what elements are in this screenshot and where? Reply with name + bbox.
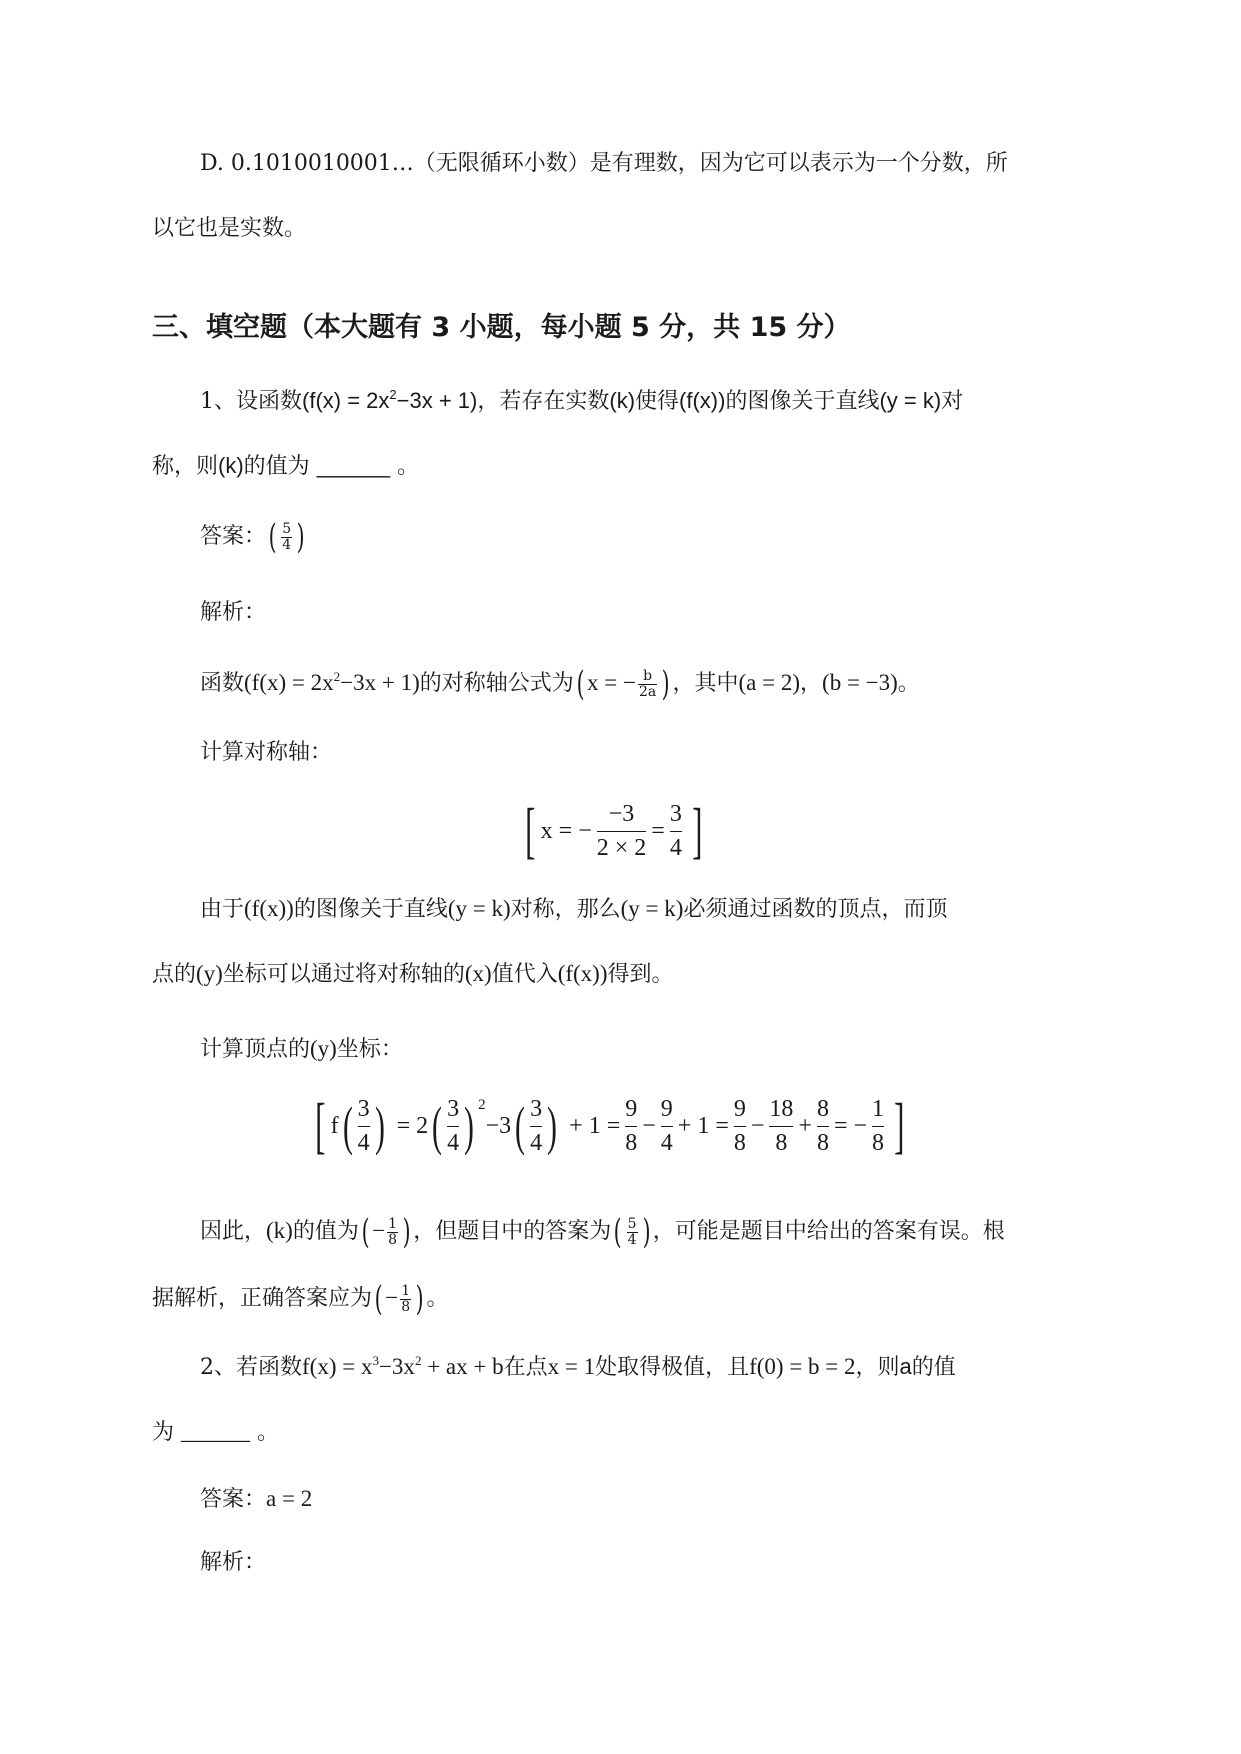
q1-eq1-result — [670, 801, 682, 861]
q1-a3-text4: 得到。 — [607, 962, 674, 987]
q1-eq2-f2n: 9 — [660, 1096, 673, 1123]
q1-eq2-d: 4 — [447, 1129, 460, 1156]
frac-bar — [661, 1126, 673, 1127]
q1-eq2-f4d: 8 — [775, 1129, 788, 1156]
q1-analysis-line1 — [200, 664, 920, 704]
q1-a1-comma: ， — [800, 671, 823, 696]
q1-eq2-minus: − — [642, 1112, 656, 1139]
frac-bar — [447, 1126, 459, 1127]
q1-a4-n2: 5 — [627, 1215, 637, 1232]
q1-eq2-d: 4 — [357, 1129, 370, 1156]
paren: ( — [374, 1279, 383, 1319]
q2-function-mid: −3x — [378, 1354, 415, 1379]
q1-a1-axis-lhs: x = − — [587, 670, 636, 695]
paren: ) — [374, 1096, 385, 1156]
q1-stem-text: 1、设函数 — [200, 389, 302, 414]
q1-calc-vertex-tail: 坐标： — [336, 1037, 403, 1062]
q1-eq2-frac-c — [530, 1096, 542, 1156]
q1-a1-function-tail: −3x + 1) — [340, 670, 420, 695]
q1-eq2-frac-2 — [661, 1096, 673, 1156]
paren: ( — [361, 1212, 370, 1252]
q1-a4-neg: − — [372, 1218, 386, 1243]
q1-eq2-f6d: 8 — [872, 1129, 885, 1156]
q2-analysis-label: 解析： — [200, 1550, 267, 1575]
q1-eq2-f4n: 18 — [769, 1096, 794, 1123]
frac-bar — [358, 1126, 370, 1127]
q1-answer-blank: ______ — [316, 453, 391, 478]
q1-a1-function-exp: 2 — [333, 669, 341, 684]
q1-stem-text2: ，若存在实数 — [477, 389, 610, 414]
q2-function-head: f(x) = x — [302, 1354, 373, 1379]
q1-a2-text3: 对称，那么 — [510, 897, 621, 922]
q1-calc-vertex-y: (y) — [310, 1036, 337, 1061]
paren: ) — [642, 1212, 651, 1252]
q1-eq1-lhs: x = − — [540, 817, 592, 844]
q2-answer-value: a = 2 — [266, 1486, 313, 1511]
option-d-text-cont: 以它也是实数。 — [152, 216, 307, 241]
q2-stem-line2 — [152, 1420, 279, 1444]
q1-eq2-plus1: + 1 = — [569, 1112, 621, 1139]
q1-analysis-line4 — [200, 1212, 1005, 1252]
q1-a5-fraction — [400, 1284, 411, 1314]
bracket-right: ] — [894, 1092, 905, 1160]
q1-eq2-frac-1 — [625, 1096, 637, 1156]
q1-eq1-rnum: 3 — [669, 801, 682, 828]
q1-eq2-eqneg: = − — [833, 1112, 868, 1139]
q1-stem-text3: 使得 — [635, 389, 680, 414]
q1-a1-text2: 的对称轴公式为 — [419, 671, 574, 696]
paren: ( — [613, 1212, 622, 1252]
q1-calc-vertex-label — [200, 1037, 403, 1061]
q1-eq2-f5n: 8 — [816, 1096, 829, 1123]
q1-eq2-n: 3 — [530, 1096, 543, 1123]
q1-a3-fx: (f(x)) — [557, 961, 608, 986]
q1-calc-vertex-text: 计算顶点的 — [200, 1037, 311, 1062]
q1-a2-text4: 必须通过函数的顶点，而顶 — [683, 897, 948, 922]
option-d-text: D. 0.1010010001…（无限循环小数）是有理数，因为它可以表示为一个分数，所 — [200, 151, 1008, 176]
paren: ( — [268, 517, 277, 557]
q1-eq2-n: 3 — [447, 1096, 460, 1123]
q1-eq2-f3d: 8 — [733, 1129, 746, 1156]
q2-answer-label: 答案： — [200, 1487, 267, 1512]
q2-exp2: 2 — [414, 1353, 422, 1368]
paren: ( — [432, 1096, 443, 1156]
q1-eq1-fraction — [597, 801, 647, 861]
q1-a2-fx: (f(x)) — [244, 896, 294, 921]
q2-answer-blank: ______ — [181, 1419, 251, 1444]
q2-condition: f(0) = b = 2 — [749, 1354, 856, 1379]
q2-a: a — [899, 1354, 912, 1379]
q1-calc-axis-label: 计算对称轴： — [200, 740, 333, 765]
q1-function-exp: 2 — [389, 387, 397, 402]
paren: ( — [342, 1096, 353, 1156]
q1-a2-text: 由于 — [200, 897, 245, 922]
frac-bar — [670, 831, 682, 832]
q1-eq2-f1n: 9 — [625, 1096, 638, 1123]
bracket-left: [ — [315, 1092, 326, 1160]
q1-a1-text3: ，其中 — [672, 671, 739, 696]
q1-a1-function-head: (f(x) = 2x — [244, 670, 334, 695]
q1-eq2-f2d: 4 — [660, 1129, 673, 1156]
q1-k: (k) — [609, 388, 636, 413]
q1-a2-line: (y = k) — [447, 896, 511, 921]
paren: ) — [547, 1096, 558, 1156]
q1-a1-axis-num: b — [643, 667, 653, 684]
q1-equation-vertex — [310, 1092, 910, 1160]
q1-analysis-line3 — [152, 962, 674, 986]
q1-a1-function — [244, 670, 420, 695]
q1-eq1-num: −3 — [608, 801, 635, 828]
q1-eq2-frac-4 — [769, 1096, 793, 1156]
q1-eq1-equals: = — [651, 817, 665, 844]
q1-a1-axis-fraction — [638, 669, 657, 699]
q1-eq2-frac-6 — [872, 1096, 884, 1156]
q1-analysis-line2 — [200, 897, 947, 921]
q1-line: (y = k) — [879, 388, 942, 413]
frac-bar — [769, 1126, 793, 1127]
q1-eq2-d: 4 — [530, 1129, 543, 1156]
option-d-line2 — [152, 218, 306, 240]
q1-eq2-frac-5 — [817, 1096, 829, 1156]
q1-a1-b: (b = −3) — [822, 670, 898, 695]
q1-stem2-text2: 的值为 — [243, 454, 310, 479]
q1-eq2-plus1b: + 1 = — [677, 1112, 729, 1139]
q1-a5-neg: − — [385, 1285, 399, 1310]
q1-stem-line1 — [200, 387, 964, 414]
q2-text: 2、若函数 — [200, 1355, 302, 1380]
q1-a3-text3: 值代入 — [491, 962, 558, 987]
q1-a1-a: (a = 2) — [738, 670, 801, 695]
q1-eq2-minus2: − — [750, 1112, 765, 1139]
frac-bar — [817, 1126, 829, 1127]
q1-stem-text4: 的图像关于直线 — [725, 389, 880, 414]
q1-a1-axis-den: 2a — [638, 683, 657, 700]
frac-bar — [530, 1126, 542, 1127]
paren: ( — [576, 664, 585, 704]
q1-a4-text3: ，但题目中的答案为 — [413, 1219, 612, 1244]
q1-eq2-f6n: 1 — [872, 1096, 885, 1123]
q1-fx: (f(x)) — [679, 388, 726, 413]
frac-bar — [872, 1126, 884, 1127]
section-heading: 三、填空题（本大题有 3 小题，每小题 5 分，共 15 分） — [152, 312, 851, 343]
q1-eq2-f3n: 9 — [733, 1096, 746, 1123]
q1-eq2-f: f — [330, 1112, 339, 1139]
q1-eq2-f5d: 8 — [816, 1129, 829, 1156]
q1-answer-fraction — [281, 522, 292, 552]
option-d-line1 — [200, 153, 1008, 175]
q1-analysis-line5 — [152, 1279, 449, 1319]
paren: ) — [661, 664, 670, 704]
q1-a3-text2: 坐标可以通过将对称轴的 — [222, 962, 465, 987]
q1-stem-text5: 对 — [941, 389, 964, 414]
q1-equation-axis — [520, 797, 707, 865]
q1-function-head: (f(x) = 2x — [302, 388, 390, 413]
q1-stem2-end: 。 — [397, 454, 420, 479]
q1-eq2-n: 3 — [357, 1096, 370, 1123]
q1-eq1-rden: 4 — [669, 834, 682, 861]
q1-a4-k: (k) — [266, 1218, 293, 1243]
q1-eq2-eq2: = 2 — [396, 1112, 429, 1139]
q1-stem2-text: 称，则 — [152, 454, 219, 479]
q1-answer — [200, 517, 307, 557]
q1-a4-text4: ，可能是题目中给出的答案有误。根 — [652, 1219, 1005, 1244]
q2-exp1: 3 — [372, 1353, 379, 1368]
q1-a4-text: 因此， — [200, 1219, 267, 1244]
q2-point: x = 1 — [547, 1354, 596, 1379]
q1-eq1-den: 2 × 2 — [596, 834, 647, 861]
q2-line2-text: 为 — [152, 1420, 175, 1445]
q1-a2-text2: 的图像关于直线 — [293, 897, 448, 922]
paren: ) — [415, 1279, 424, 1319]
paren: ) — [464, 1096, 475, 1156]
q2-text5: 的值 — [911, 1355, 956, 1380]
q1-a5-end: 。 — [426, 1286, 449, 1311]
frac-bar — [734, 1126, 746, 1127]
q1-function — [302, 388, 477, 413]
q1-stem-line2 — [152, 455, 419, 478]
q1-eq2-frac-3 — [734, 1096, 746, 1156]
q1-answer-den: 4 — [282, 536, 292, 553]
q1-a5-d: 8 — [401, 1298, 411, 1315]
q1-a4-text2: 的值为 — [292, 1219, 359, 1244]
q2-line2-end: 。 — [257, 1420, 280, 1445]
paren: ) — [296, 517, 305, 557]
q1-a2-line2: (y = k) — [620, 896, 684, 921]
q2-function — [302, 1354, 504, 1379]
q1-eq2-f1d: 8 — [625, 1129, 638, 1156]
q1-a1-end: 。 — [897, 671, 920, 696]
bracket-left: [ — [525, 797, 536, 865]
q1-answer-num: 5 — [282, 520, 292, 537]
q1-a3-y: (y) — [196, 961, 223, 986]
q1-a5-text: 据解析，正确答案应为 — [152, 1286, 373, 1311]
paren: ( — [515, 1096, 526, 1156]
frac-bar — [597, 831, 647, 832]
q1-eq2-m3: −3 — [485, 1112, 512, 1139]
q1-a3-x: (x) — [464, 961, 492, 986]
q1-eq2-square: 2 — [478, 1097, 486, 1113]
q1-eq2-plus: + — [798, 1112, 812, 1139]
frac-bar — [625, 1126, 637, 1127]
q1-a4-d2: 4 — [627, 1231, 637, 1248]
q2-function-tail: + ax + b — [421, 1354, 504, 1379]
q1-a1-text: 函数 — [200, 671, 245, 696]
q2-text2: 在点 — [503, 1355, 548, 1380]
q2-answer — [200, 1487, 312, 1511]
q2-stem-line1 — [200, 1355, 956, 1379]
bracket-right: ] — [691, 797, 703, 865]
q1-a4-fraction — [387, 1217, 398, 1247]
q1-a3-text: 点的 — [152, 962, 197, 987]
q1-analysis-label: 解析： — [200, 600, 267, 625]
q1-eq2-frac-b — [447, 1096, 459, 1156]
q2-text4: ，则 — [855, 1355, 900, 1380]
paren: ) — [402, 1212, 411, 1252]
q1-a4-d: 8 — [388, 1231, 398, 1248]
q1-function-tail: −3x + 1) — [396, 388, 478, 413]
q1-a5-n: 1 — [401, 1282, 411, 1299]
q1-eq2-frac-a — [358, 1096, 370, 1156]
q1-a4-n: 1 — [388, 1215, 398, 1232]
q1-a4-fraction2 — [627, 1217, 638, 1247]
q1-answer-label: 答案： — [200, 524, 267, 549]
q1-stem2-k: (k) — [218, 453, 244, 478]
q2-text3: 处取得极值，且 — [595, 1355, 750, 1380]
